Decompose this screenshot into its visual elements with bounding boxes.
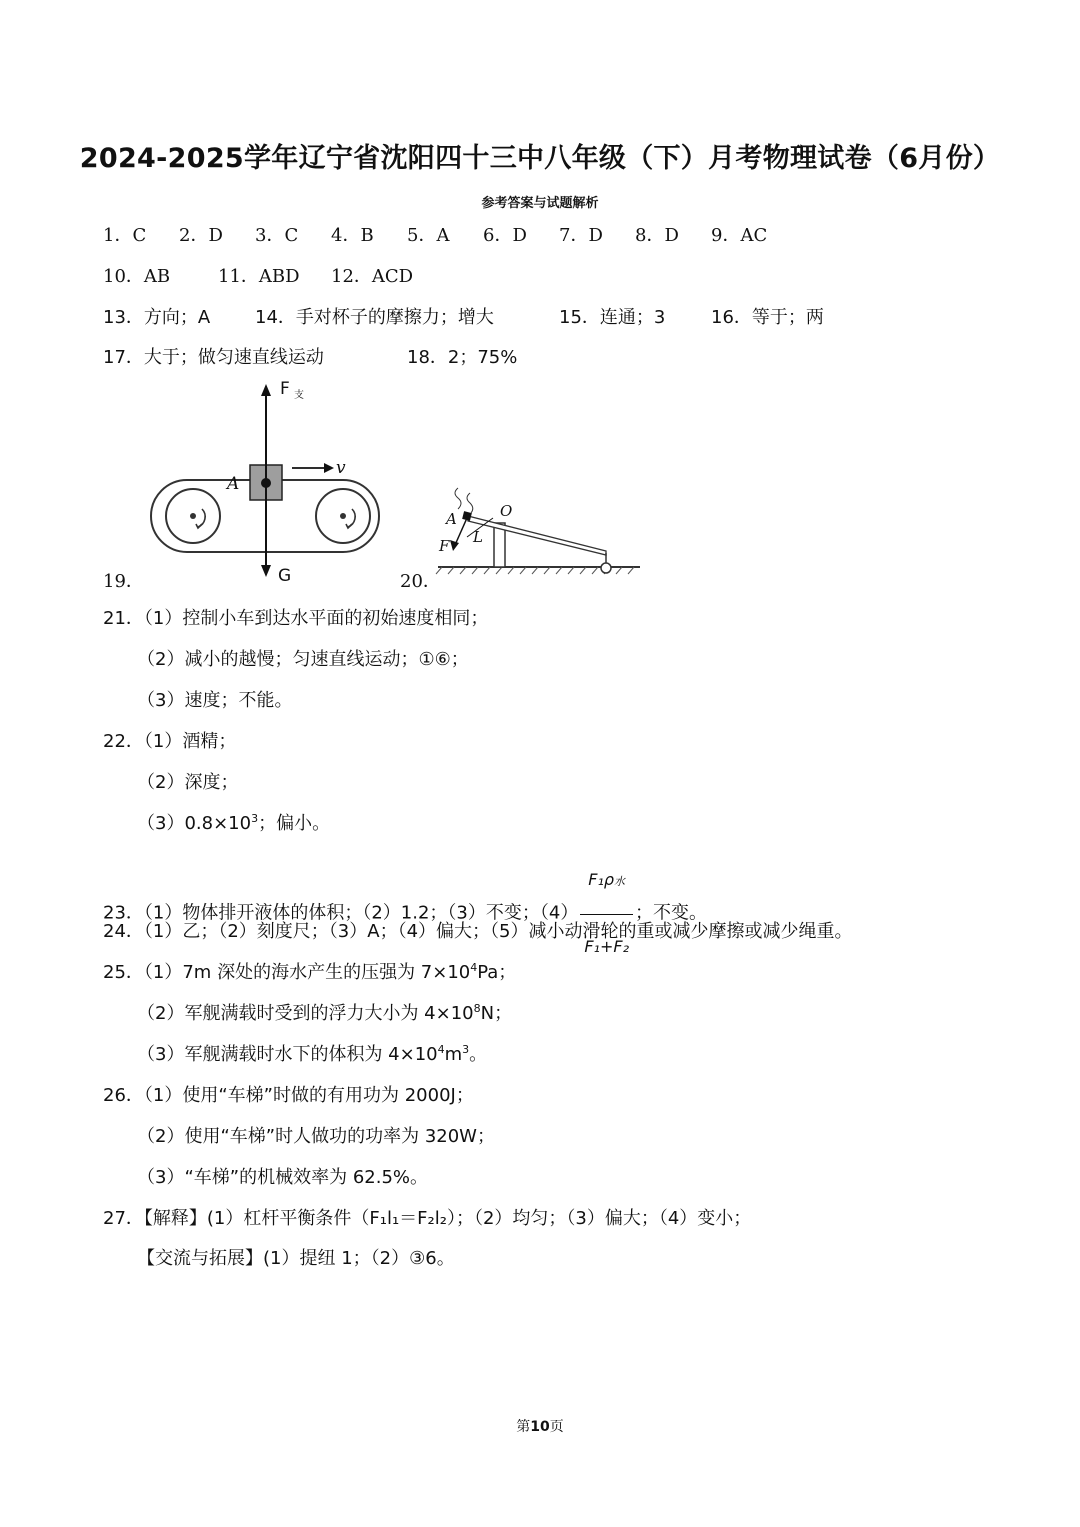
q26-line1: 26．（1）使用“车梯”时做的有用功为 2000J； [103, 1085, 474, 1106]
force-f-label: F [439, 537, 450, 555]
answer-item: 9．AC [711, 225, 768, 246]
q22-line1: 22．（1）酒精； [103, 731, 237, 752]
answer-item: 5．A [407, 225, 450, 246]
answer-item: 15．连通；3 [559, 307, 666, 328]
answer-item: 8．D [635, 225, 679, 246]
q26-line2: （2）使用“车梯”时人做功的功率为 320W； [137, 1126, 495, 1147]
q21-line2: （2）减小的越慢；匀速直线运动；①⑥； [137, 649, 469, 670]
q27-line1: 27．【解释】(1）杠杆平衡条件（F₁l₁＝F₂l₂）；（2）均匀；（3）偏大；（4）变小； [103, 1208, 752, 1229]
q24-line: 24．（1）乙；（2）刻度尺；（3）A；（4）偏大；（5）减小动滑轮的重或减少摩擦或减少绳重。 [103, 921, 853, 942]
answer-item: 12．ACD [331, 266, 414, 287]
density-formula-fraction: $\frac{\text{F₁ρ水}}{\text{F₁+F₂}}$ [580, 850, 633, 977]
q25-line2: （2）军舰满载时受到的浮力大小为 $4\times 10^8N$； [137, 1002, 513, 1024]
answer-item: 6．D [483, 225, 527, 246]
answer-item: 18．2；75% [407, 347, 518, 368]
q21-line3: （3）速度；不能。 [137, 690, 293, 711]
q21-line1: 21．（1）控制小车到达水平面的初始速度相同； [103, 608, 489, 629]
answer-item: 2．D [179, 225, 223, 246]
answer-item: 14．手对杯子的摩擦力；增大 [255, 307, 494, 328]
q22-line2: （2）深度； [137, 772, 239, 793]
answer-item: 10．AB [103, 266, 171, 287]
figure-19-conveyor-diagram [140, 378, 390, 588]
normal-force-arrow [261, 384, 271, 396]
q23-line: 23．（1）物体排开液体的体积；（2）1.2；（3）不变；（4） $\frac{\text{F₁ρ水}}{\text{F₁+F₂}}$ ；不变。 [103, 850, 707, 977]
answer-item: 17．大于；做匀速直线运动 [103, 347, 324, 368]
answer-item: 11．ABD [218, 266, 300, 287]
velocity-label: v [336, 458, 346, 478]
figure-20-lever-diagram [430, 485, 645, 580]
force-f-subscript: 支 [294, 390, 304, 401]
answer-item: 7．D [559, 225, 603, 246]
answer-item: 3．C [255, 225, 299, 246]
block-a-label: A [227, 474, 240, 494]
q25-line3: （3）军舰满载时水下的体积为 $4\times 10^4m^3$。 [137, 1043, 488, 1065]
point-a-label: A [446, 510, 457, 528]
q25-line1: 25．（1）7m 深处的海水产生的压强为 $7\times 10^4Pa$； [103, 961, 517, 983]
q26-line3: （3）“车梯”的机械效率为 62.5%。 [137, 1167, 429, 1188]
page-subtitle: 参考答案与试题解析 [481, 196, 599, 211]
gravity-label: G [278, 566, 292, 586]
pivot-o-label: O [500, 502, 513, 520]
page-number: 第10页 [516, 1419, 564, 1435]
answer-item: 1．C [103, 225, 147, 246]
page-title: 2024-2025学年辽宁省沈阳四十三中八年级（下）月考物理试卷（6月份） [79, 143, 1001, 174]
force-f-label: F [280, 379, 290, 399]
answer-item: 13．方向；A [103, 307, 211, 328]
q27-line2: 【交流与拓展】(1）提纽 1；（2）③6。 [137, 1248, 455, 1269]
gravity-arrow [261, 565, 271, 577]
q22-line3: $(3)0.8\times 10^3$；偏小。 [137, 812, 331, 834]
velocity-arrow [324, 463, 334, 473]
figure-19-number: 19． [103, 571, 144, 592]
answer-item: 4．B [331, 225, 374, 246]
answer-item: 16．等于；两 [711, 307, 824, 328]
figure-20-number: 20． [400, 571, 441, 592]
arm-l-label: L [473, 528, 483, 546]
